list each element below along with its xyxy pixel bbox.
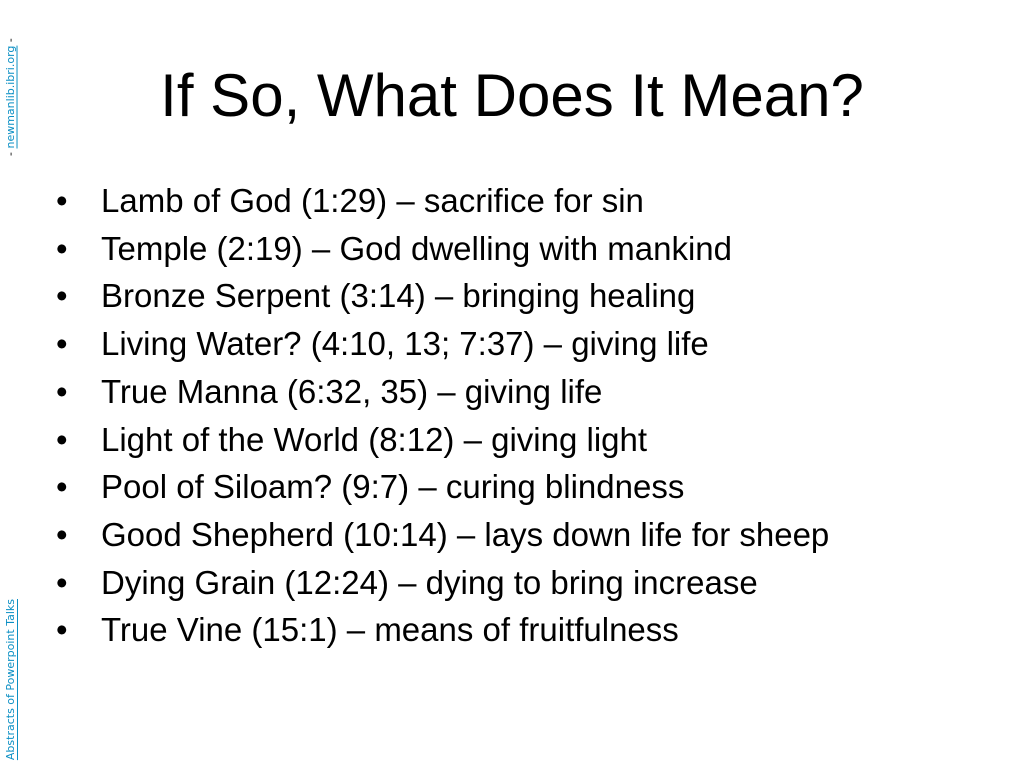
- bullet-text: True Vine (15:1) – means of fruitfulness: [101, 611, 679, 649]
- bullet-text: Dying Grain (12:24) – dying to bring increase: [101, 563, 758, 601]
- credit-dash-after: -: [4, 38, 17, 43]
- bullet-item: [56, 368, 829, 416]
- bullet-dot-icon: •: [56, 611, 68, 649]
- bullet-text: Temple (2:19) – God dwelling with mankind: [101, 229, 732, 267]
- bullet-text: Lamb of God (1:29) – sacrifice for sin: [101, 182, 644, 219]
- bullet-item: [56, 511, 829, 559]
- bullet-item: [56, 606, 829, 654]
- bullet-dot-icon: •: [56, 515, 68, 553]
- site-link[interactable]: newmanlib.ibri.org: [4, 45, 17, 149]
- credit-dash-before: -: [4, 152, 17, 156]
- bullet-dot-icon: •: [56, 372, 68, 410]
- bullet-text: Pool of Siloam? (9:7) – curing blindness: [101, 468, 685, 506]
- bullet-dot-icon: •: [56, 563, 68, 601]
- bullet-dot-icon: •: [56, 229, 68, 267]
- bullet-item: [56, 559, 829, 607]
- bullet-dot-icon: •: [56, 468, 68, 506]
- abstracts-credit: [4, 599, 17, 760]
- bullet-item: [56, 463, 829, 511]
- bullet-text: Living Water? (4:10, 13; 7:37) – giving life: [101, 325, 709, 363]
- bullet-text: Bronze Serpent (3:14) – bringing healing: [101, 277, 696, 315]
- bullet-item: [56, 416, 829, 464]
- bullet-dot-icon: •: [56, 325, 68, 363]
- bullet-text: Light of the World (8:12) – giving light: [101, 420, 648, 458]
- bullet-dot-icon: •: [56, 182, 68, 219]
- bullet-text: True Manna (6:32, 35) – giving life: [101, 372, 603, 410]
- bullet-text: Good Shepherd (10:14) – lays down life for sheep: [101, 515, 830, 553]
- bullet-item: [56, 272, 829, 320]
- bullet-dot-icon: •: [56, 420, 68, 458]
- bullet-item: [56, 320, 829, 368]
- abstracts-link[interactable]: Abstracts of Powerpoint Talks: [4, 598, 17, 760]
- slide-title: If So, What Does It Mean?: [160, 62, 864, 129]
- bullet-item: [56, 225, 829, 273]
- bullet-list: [56, 177, 829, 654]
- bullet-dot-icon: •: [56, 277, 68, 315]
- bullet-item: [56, 177, 829, 225]
